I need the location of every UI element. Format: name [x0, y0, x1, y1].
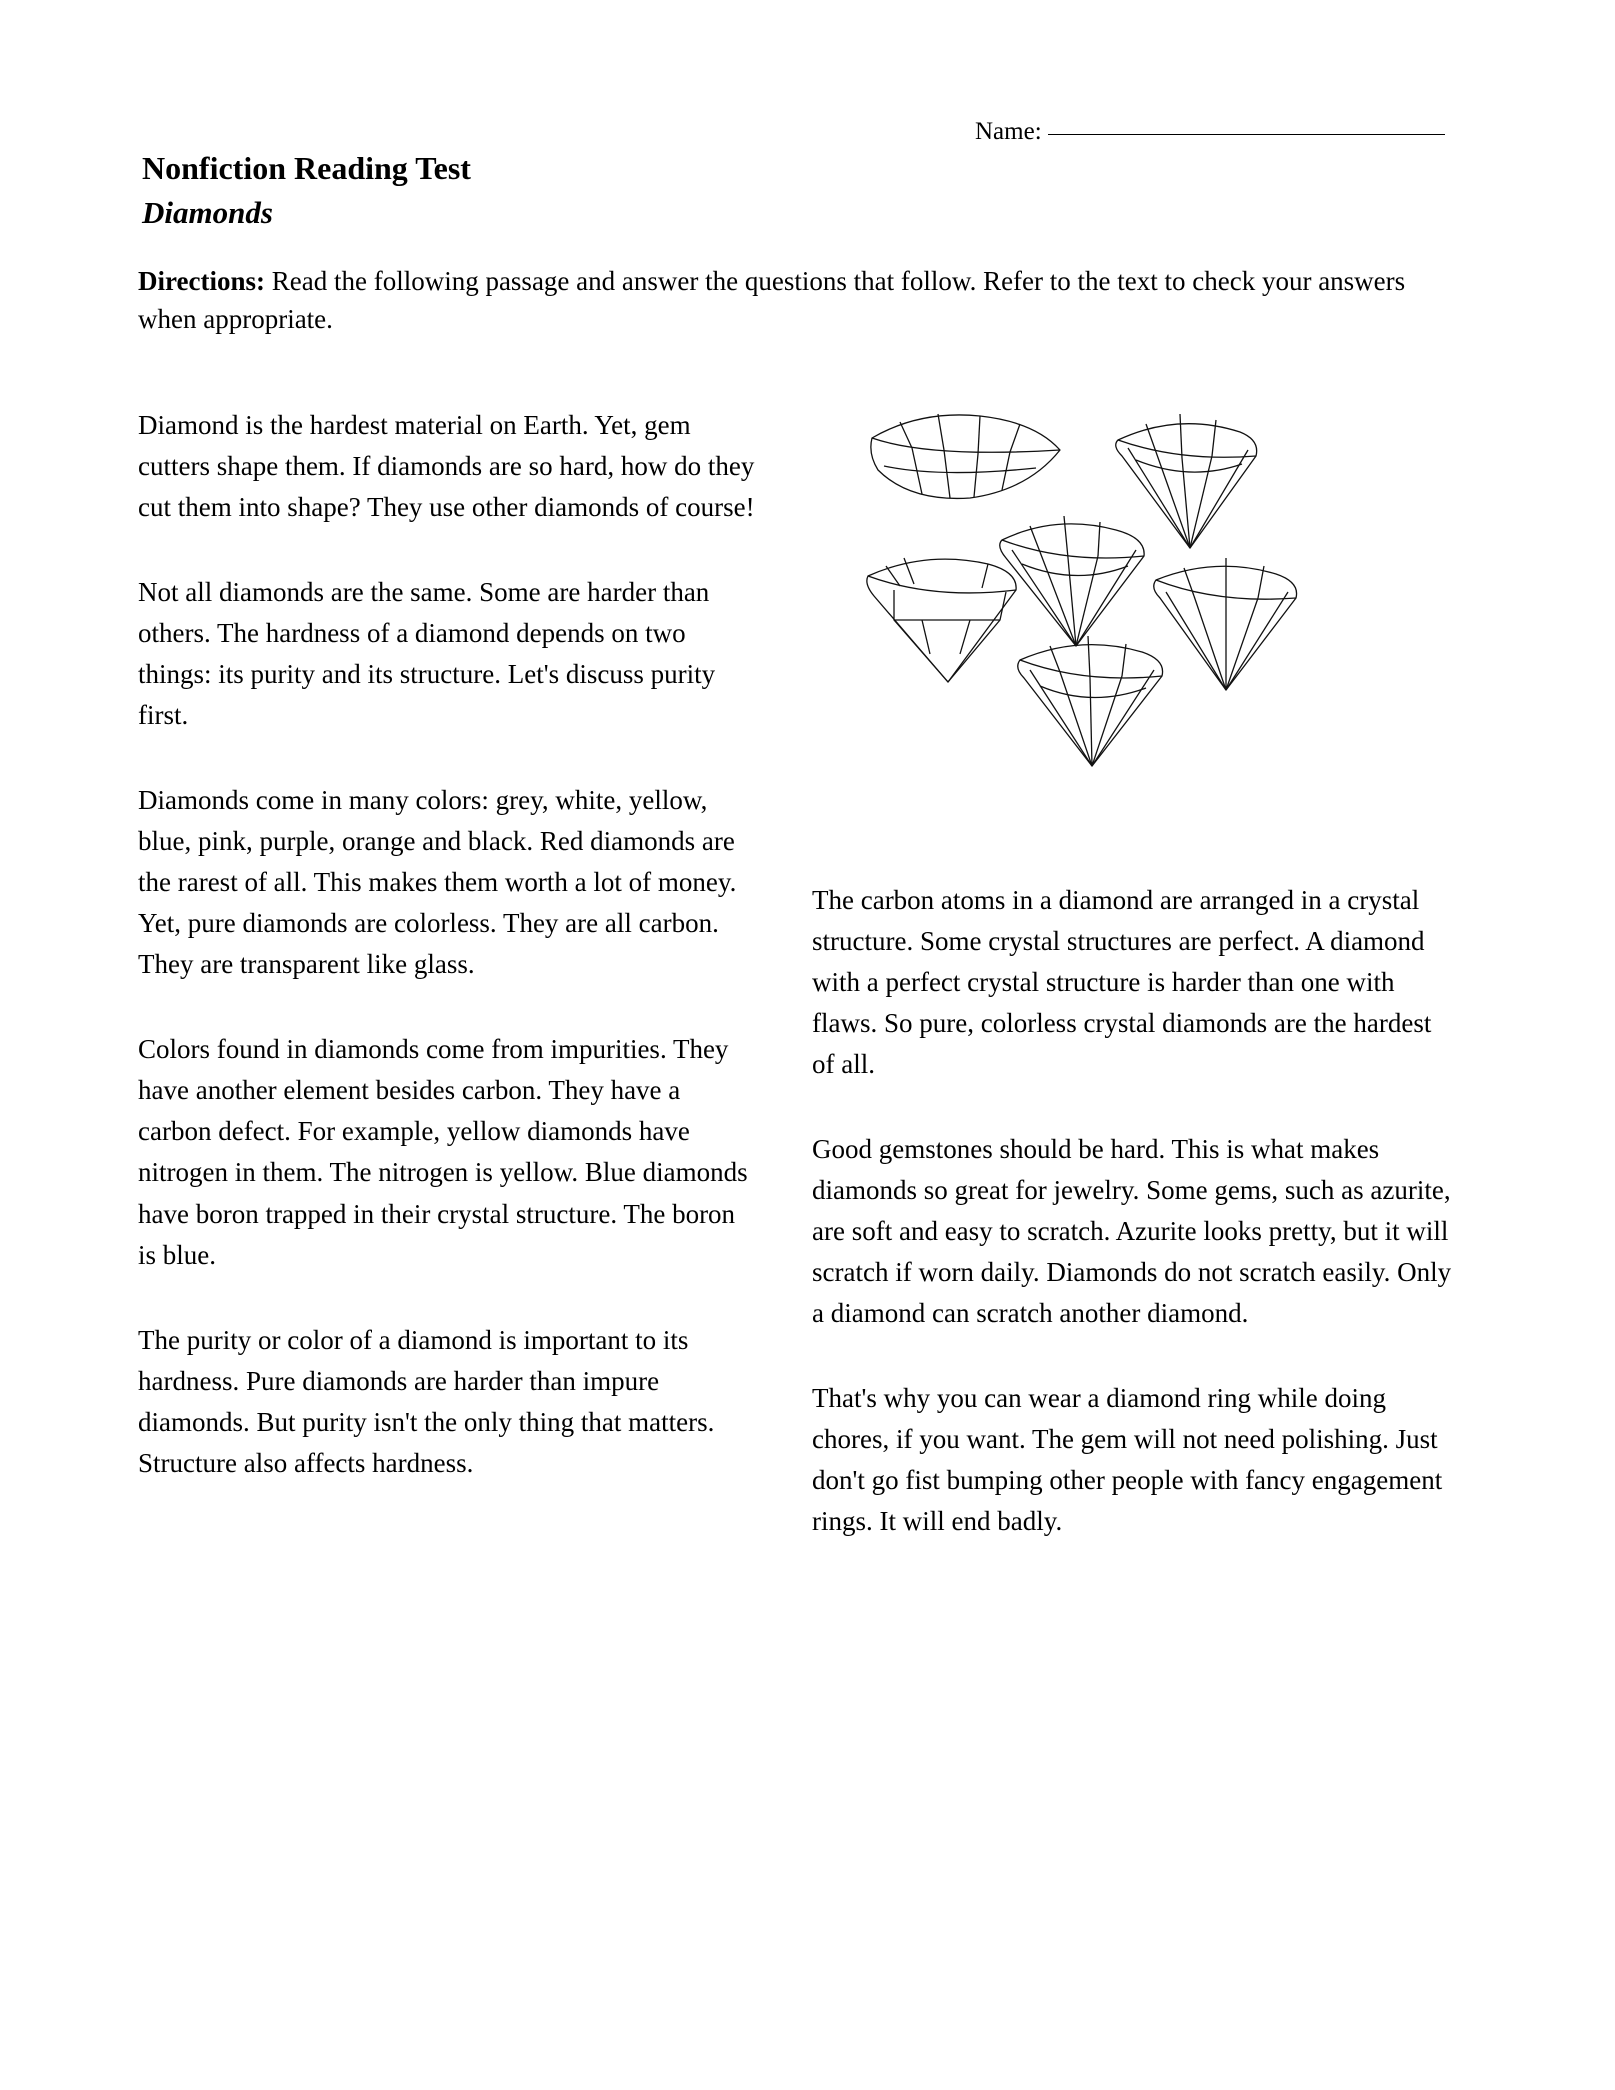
paragraph: Diamonds come in many colors: grey, white, yellow, blue, pink, purple, orange and black. Red diamonds are the rarest of all. This makes them worth a lot of money. Yet, pure diamonds are colorless. They are all carbon. They are transparent like glass. [138, 785, 737, 980]
paragraph: The carbon atoms in a diamond are arranged in a crystal structure. Some crystal structures are perfect. A diamond with a perfect crystal structure is harder than one with flaws. So pure, colorless crystal diamonds are the hardest of all. [812, 885, 1432, 1080]
paragraph: That's why you can wear a diamond ring while doing chores, if you want. The gem will not need polishing. Just don't go fist bumping other people with fancy engagement rings. It will end badly. [812, 1383, 1443, 1537]
page-title: Nonfiction Reading Test [142, 150, 471, 186]
name-input-line[interactable] [1048, 133, 1445, 135]
directions-text: Read the following passage and answer the questions that follow. Refer to the text to check your answers when appropriate. [138, 266, 1406, 335]
page-subtitle: Diamonds [142, 195, 273, 230]
passage-left-column [138, 405, 758, 1484]
diamond-left-bottom [867, 558, 1016, 682]
paragraph: Colors found in diamonds come from impurities. They have another element besides carbon. They have a carbon defect. For example, yellow diamonds have nitrogen in them. The nitrogen is yellow. Blue diamonds have boron trapped in their crystal structure. The boron is blue. [138, 1034, 748, 1270]
diamond-center [1000, 516, 1144, 646]
diamond-right-bottom [1154, 558, 1297, 690]
paragraph: The purity or color of a diamond is important to its hardness. Pure diamonds are harder than impure diamonds. But purity isn't the only thing that matters. Structure also affects hardness. [138, 1324, 715, 1478]
paragraph: Good gemstones should be hard. This is what makes diamonds so great for jewelry. Some gems, such as azurite, are soft and easy to scratch. Azurite looks pretty, but it will scratch if worn daily. Diamonds do not scratch easily. Only a diamond can scratch another diamond. [812, 1134, 1452, 1329]
passage-right-column [812, 880, 1452, 1542]
diamond-top-right [1116, 414, 1257, 548]
name-label: Name: [975, 118, 1042, 145]
diamond-top-left [871, 414, 1060, 498]
name-field-row [975, 118, 1445, 146]
directions-block [138, 262, 1448, 339]
directions-label: Directions: [138, 266, 265, 296]
paragraph: Diamond is the hardest material on Earth. Yet, gem cutters shape them. If diamonds are so hard, how do they cut them into shape? They use other diamonds of course! [138, 410, 755, 523]
diamond-bottom-center [1018, 636, 1163, 766]
paragraph: Not all diamonds are the same. Some are harder than others. The hardness of a diamond depends on two things: its purity and its structure. Let's discuss purity first. [138, 577, 716, 731]
diamonds-illustration [860, 398, 1420, 818]
